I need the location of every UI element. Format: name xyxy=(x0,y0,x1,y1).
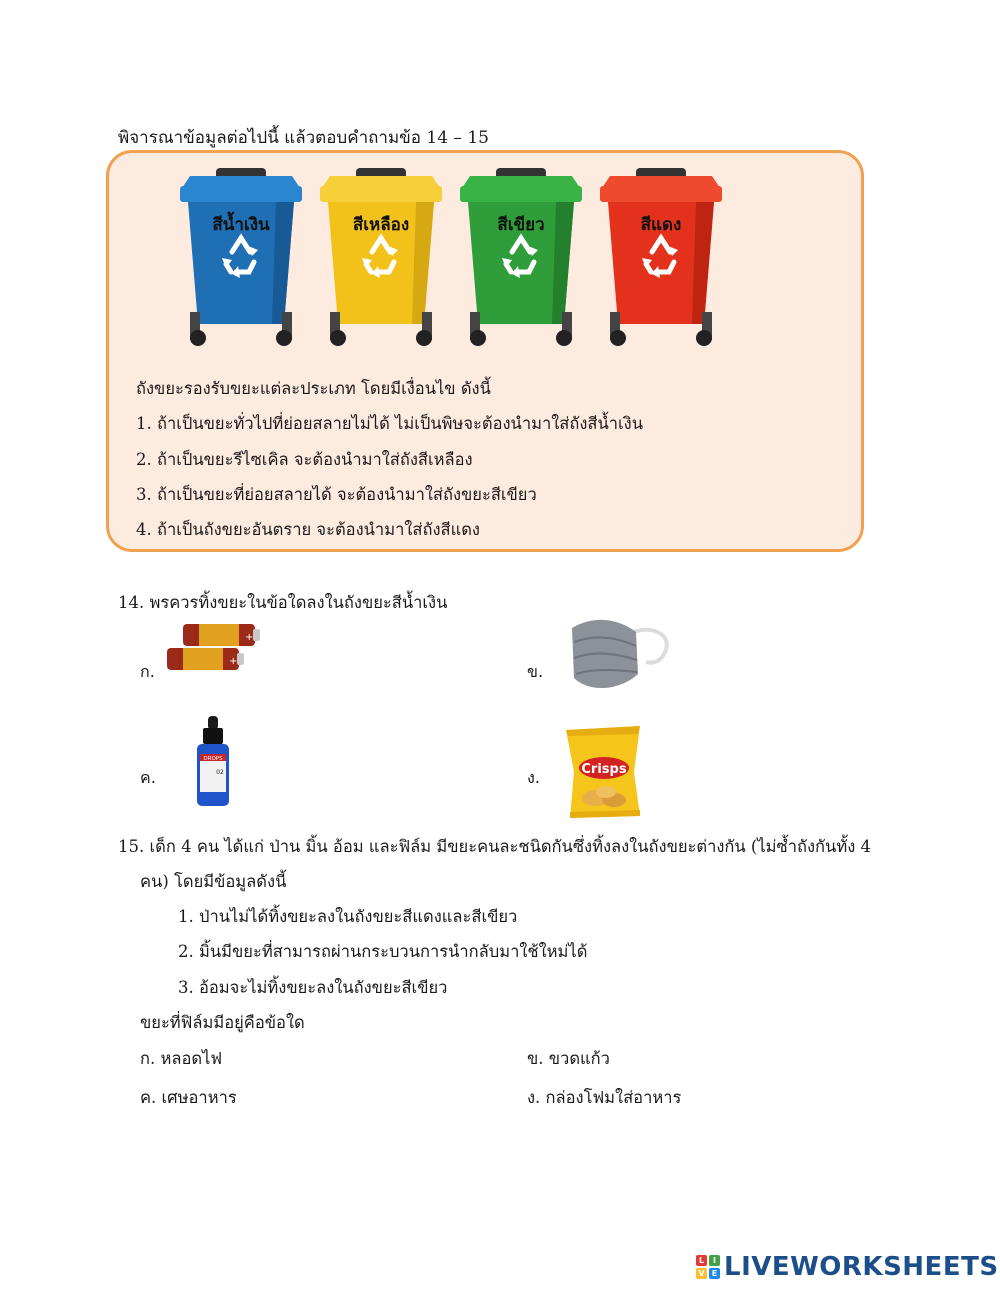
liveworksheets-logo xyxy=(696,1252,999,1282)
question-15-line1: 15. เด็ก 4 คน ได้แก่ ป่าน มิ้น อ้อม และฟิล์ม มีขยะคนละชนิดกันซึ่งทิ้งลงในถังขยะต่างกัน (ไม่ซ้ำถังกันทั้ง 4 xyxy=(118,837,871,856)
intro-text: พิจารณาข้อมูลต่อไปนี้ แล้วตอบคำถามข้อ 14 – 15 xyxy=(118,128,489,148)
condition-4: 4. ถ้าเป็นถังขยะอันตราย จะต้องนำมาใส่ถังสีแดง xyxy=(136,520,480,539)
q14-option-b-label: ข. xyxy=(527,662,544,681)
q14-option-d-label: ง. xyxy=(527,768,540,787)
medicine-bottle-image[interactable] xyxy=(190,714,236,808)
bin-red-image xyxy=(596,166,726,348)
svg-text:+: + xyxy=(229,656,238,667)
q15-fact-1: 1. ป่านไม่ได้ทิ้งขยะลงในถังขยะสีแดงและสีเขียว xyxy=(178,907,518,926)
q14-option-a-label: ก. xyxy=(140,662,155,681)
bin-green xyxy=(456,166,586,348)
bin-label-red: สีแดง xyxy=(640,215,682,235)
conditions-heading: ถังขยะรองรับขยะแต่ละประเภท โดยมีเงื่อนไข ดังนี้ xyxy=(136,379,491,398)
q14-option-c-label: ค. xyxy=(140,768,156,787)
q15-ask: ขยะที่ฟิล์มมีอยู่คือข้อใด xyxy=(140,1013,305,1032)
battery-image[interactable] xyxy=(165,620,263,676)
chips-brand-text: Crisps xyxy=(581,762,627,777)
q15-fact-3: 3. อ้อมจะไม่ทิ้งขยะลงในถังขยะสีเขียว xyxy=(178,978,448,997)
bin-blue xyxy=(176,166,306,348)
bin-label-green: สีเขียว xyxy=(497,215,545,235)
q15-option-d[interactable]: ง. กล่องโฟมใส่อาหาร xyxy=(527,1088,682,1107)
logo-text: LIVEWORKSHEETS xyxy=(724,1252,999,1282)
face-mask-image[interactable] xyxy=(566,612,672,694)
bin-label-blue: สีน้ำเงิน xyxy=(212,215,270,235)
question-14: 14. พรควรทิ้งขยะในข้อใดลงในถังขยะสีน้ำเงิน xyxy=(118,593,448,612)
q15-option-b[interactable]: ข. ขวดแก้ว xyxy=(527,1049,610,1068)
condition-1: 1. ถ้าเป็นขยะทั่วไปที่ย่อยสลายไม่ได้ ไม่เป็นพิษจะต้องนำมาใส่ถังสีน้ำเงิน xyxy=(136,414,644,433)
bin-blue-image xyxy=(176,166,306,348)
condition-3: 3. ถ้าเป็นขยะที่ย่อยสลายได้ จะต้องนำมาใส่ถังขยะสีเขียว xyxy=(136,485,537,504)
svg-text:+: + xyxy=(245,632,254,643)
bottle-brand-text: DROPS xyxy=(203,756,223,762)
q15-fact-2: 2. มิ้นมีขยะที่สามารถผ่านกระบวนการนำกลับมาใช้ใหม่ได้ xyxy=(178,942,588,961)
bin-green-image xyxy=(456,166,586,348)
bottle-number-text: 02 xyxy=(216,769,224,776)
bin-label-yellow: สีเหลือง xyxy=(352,215,410,235)
bin-red xyxy=(596,166,726,348)
logo-grid-icon: L I V E xyxy=(696,1255,720,1279)
chips-bag-image[interactable] xyxy=(562,724,644,820)
bin-yellow xyxy=(316,166,446,348)
q15-option-a[interactable]: ก. หลอดไฟ xyxy=(140,1049,223,1068)
q15-option-c[interactable]: ค. เศษอาหาร xyxy=(140,1088,237,1107)
question-15-line2: คน) โดยมีข้อมูลดังนี้ xyxy=(140,872,287,891)
condition-2: 2. ถ้าเป็นขยะรีไซเคิล จะต้องนำมาใส่ถังสีเหลือง xyxy=(136,450,473,469)
bin-yellow-image xyxy=(316,166,446,348)
